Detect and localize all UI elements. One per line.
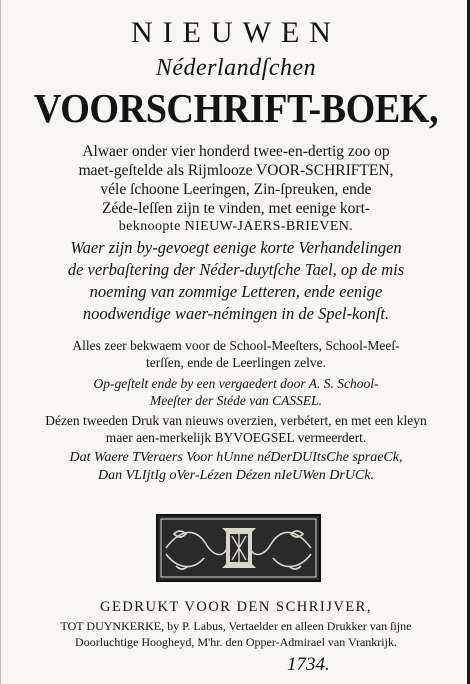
title-line-2: Néderlandſchen: [155, 55, 317, 81]
chronogram-line: Dan VLIjtIg oVer-Lézen Dézen nIeUWen DrUCk.: [97, 468, 375, 483]
italic-block-line: noeming van zommige Letteren, ende eenige: [89, 282, 383, 301]
author-text-line: Meeſter der Stéde van CASSEL.: [149, 393, 323, 408]
publication-year: 1734.: [287, 654, 330, 675]
title-line-1: NIEUWEN: [131, 16, 341, 49]
subtitle-line: beknoopte NIEUW-JAERS-BRIEVEN.: [118, 219, 354, 234]
author-text-line: Op-geſtelt ende by een vergaedert door A. S. School-: [93, 376, 379, 391]
school-text-line: Alles zeer bekwaem voor de School-Meeſters, School-Meeſ-: [72, 338, 400, 353]
subtitle-line: maet-geſtelde als Rijmlooze VOOR-SCHRIFTEN,: [78, 162, 394, 179]
subtitle-line: Zéde-leſſen zijn te vinden, met eenige kort-: [101, 200, 371, 217]
printer-line: Doorluchtige Hoogheyd, M'hr. den Opper-Admirael van Vrankrijk.: [75, 635, 397, 649]
printer-line: GEDRUKT VOOR DEN SCHRIJVER,: [100, 599, 372, 615]
title-line-3: VOORSCHRIFT-BOEK,: [33, 85, 439, 131]
woodcut-ornament-icon: [156, 514, 321, 582]
subtitle-line: véle ſchoone Leeringen, Zin-ſpreuken, ende: [100, 181, 372, 198]
school-text-line: terſſen, ende de Leerlingen zelve.: [146, 355, 326, 370]
edition-text-line: Dézen tweeden Druk van nieuws overzien, verbétert, en met een kleyn: [45, 413, 427, 428]
italic-block-line: de verbaſtering der Néder-duytſche Tael, op de mis: [67, 260, 405, 279]
italic-block-line: Waer zijn by-gevoegt eenige korte Verhandelingen: [70, 238, 402, 257]
printer-line: TOT DUYNKERKE, by P. Labus, Vertaelder en alleen Drukker van ſijne: [60, 619, 412, 633]
italic-block-line: noodwendige waer-némingen in de Spel-konſt.: [82, 304, 390, 323]
edition-text-line: maer aen-merkelijk BYVOEGSEL vermeerdert.: [105, 430, 367, 445]
subtitle-line: Alwaer onder vier honderd twee-en-dertig zoo op: [82, 143, 390, 160]
chronogram-line: Dat Waere TVeraers Voor hUnne néDerDUItsChe spraeCk,: [69, 450, 403, 465]
